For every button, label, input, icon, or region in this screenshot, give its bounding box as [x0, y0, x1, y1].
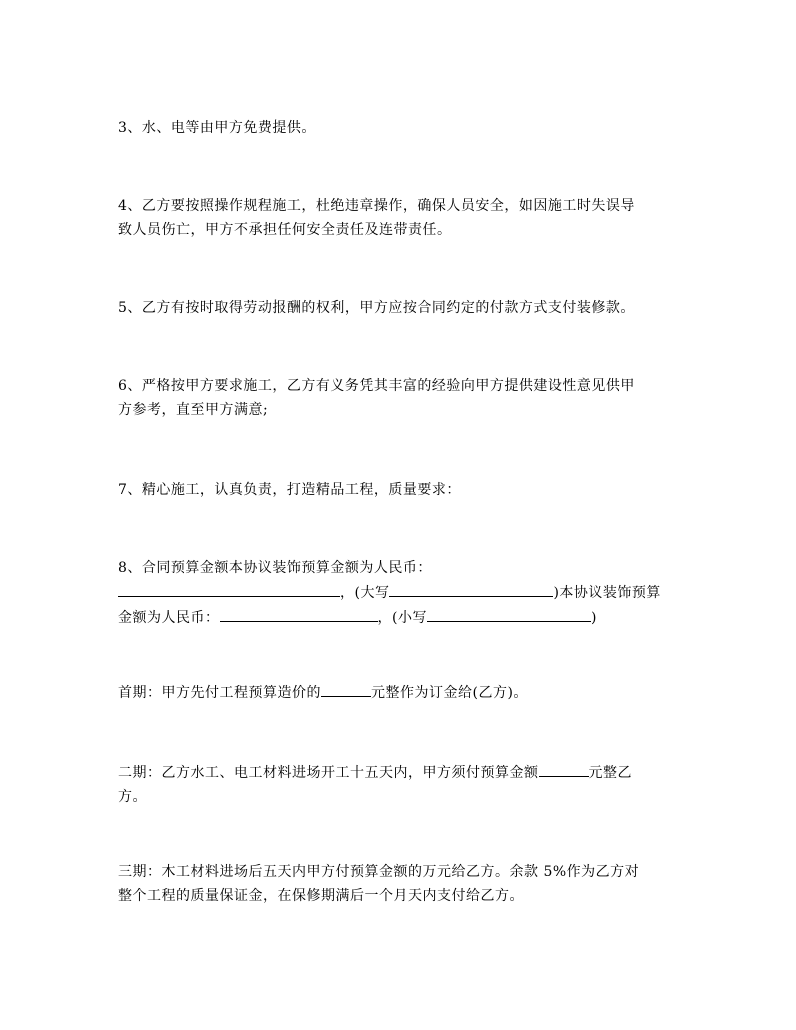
clause-4-line-2: 致人员伤亡，甲方不承担任何安全责任及连带责任。 — [118, 222, 452, 238]
payment-first — [118, 680, 678, 705]
clause-5-text: 5、乙方有按时取得劳动报酬的权利，甲方应按合同约定的付款方式支付装修款。 — [118, 300, 635, 316]
clause-6 — [118, 374, 678, 422]
payment-second-suffix: 元整乙 — [588, 765, 632, 781]
clause-8-uppercase-label: ，(大写 — [340, 585, 390, 601]
clause-7-text: 7、精心施工，认真负责，打造精品工程，质量要求： — [118, 482, 461, 498]
payment-first-line — [118, 680, 678, 705]
clause-3 — [118, 116, 678, 140]
payment-first-prefix: 首期：甲方先付工程预算造价的 — [118, 685, 321, 701]
payment-second-line-2: 方。 — [118, 789, 147, 805]
clause-8-line-2 — [118, 580, 678, 605]
clause-4 — [118, 194, 678, 242]
lowercase-amount-blank — [427, 605, 591, 622]
clause-5 — [118, 296, 678, 320]
payment-first-blank — [321, 680, 371, 697]
payment-first-suffix: 元整作为订金给(乙方)。 — [371, 685, 528, 701]
payment-second-line-1 — [118, 760, 678, 785]
clause-6-line-1: 6、严格按甲方要求施工，乙方有义务凭其丰富的经验向甲方提供建设性意见供甲 — [118, 378, 635, 394]
amount-blank — [118, 580, 340, 597]
clause-7 — [118, 478, 678, 502]
payment-second — [118, 760, 678, 809]
clause-8-line-1: 8、合同预算金额本协议装饰预算金额为人民币： — [118, 560, 432, 576]
clause-8-line-3-end: ) — [590, 610, 597, 626]
amount-blank-2 — [220, 605, 378, 622]
clause-8-line-3 — [118, 605, 678, 630]
payment-third — [118, 860, 678, 908]
payment-third-line-2: 整个工程的质量保证金，在保修期满后一个月天内支付给乙方。 — [118, 888, 524, 904]
payment-second-prefix: 二期：乙方水工、电工材料进场开工十五天内，甲方须付预算金额 — [118, 765, 539, 781]
payment-second-blank — [539, 760, 589, 777]
clause-8-line-2-end: )本协议装饰预算 — [553, 585, 661, 601]
clause-3-text: 3、水、电等由甲方免费提供。 — [118, 120, 316, 136]
clause-8 — [118, 556, 678, 630]
clause-6-line-2: 方参考，直至甲方满意; — [118, 402, 269, 418]
clause-4-line-1: 4、乙方要按照操作规程施工，杜绝违章操作，确保人员安全，如因施工时失误导 — [118, 198, 635, 214]
payment-third-line-1: 三期：木工材料进场后五天内甲方付预算金额的万元给乙方。余款 5%作为乙方对 — [118, 864, 640, 880]
clause-8-lowercase-label: ，(小写 — [377, 610, 427, 626]
uppercase-amount-blank — [389, 580, 553, 597]
clause-8-line-3-start: 金额为人民币： — [118, 610, 220, 626]
